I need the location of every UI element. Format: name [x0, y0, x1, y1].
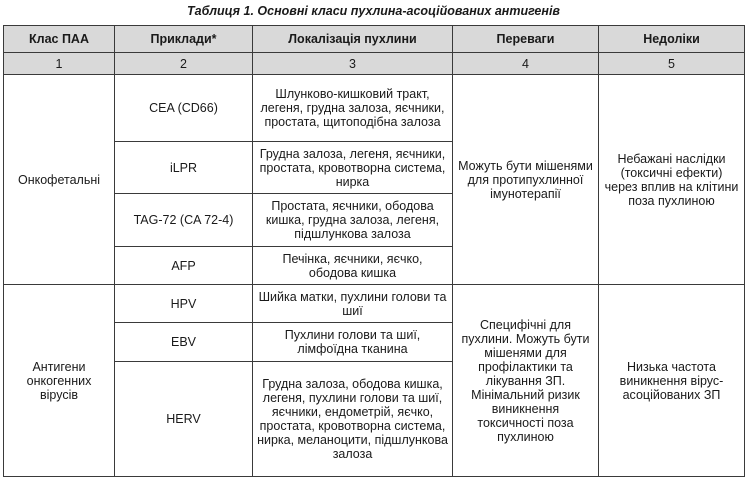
column-number: 4	[453, 53, 599, 75]
advantages-cell: Можуть бути мішенями для протипухлинної імунотерапії	[453, 75, 599, 285]
advantages-cell: Специфічні для пухлини. Можуть бути мішенями для профілактики та лікування ЗП. Мінімальний ризик виникнення токсичності поза пухлиною	[453, 285, 599, 477]
example-cell: CEA (CD66)	[115, 75, 253, 142]
header-class: Клас ПАА	[4, 26, 115, 53]
header-location: Локалізація пухлини	[253, 26, 453, 53]
header-examples: Приклади*	[115, 26, 253, 53]
location-cell: Печінка, яєчники, яєчко, ободова кишка	[253, 247, 453, 285]
example-cell: HPV	[115, 285, 253, 323]
location-cell: Пухлини голови та шиї, лімфоїдна тканина	[253, 323, 453, 362]
example-cell: TAG-72 (CA 72-4)	[115, 194, 253, 247]
column-number: 3	[253, 53, 453, 75]
column-number: 1	[4, 53, 115, 75]
example-cell: AFP	[115, 247, 253, 285]
header-row	[4, 26, 745, 53]
disadvantages-cell: Низька частота виникнення вірус-асоційованих ЗП	[599, 285, 745, 477]
disadvantages-cell: Небажані наслідки (токсичні ефекти) через вплив на клітини поза пухлиною	[599, 75, 745, 285]
location-cell: Грудна залоза, легеня, яєчники, простата, кровотворна система, нирка	[253, 142, 453, 194]
location-cell: Простата, яєчники, ободова кишка, грудна залоза, легеня, підшлункова залоза	[253, 194, 453, 247]
location-cell: Шлунково-кишковий тракт, легеня, грудна залоза, яєчники, простата, щитоподібна залоза	[253, 75, 453, 142]
table-caption: Таблиця 1. Основні класи пухлина-асоційованих антигенів	[187, 4, 560, 18]
example-cell: EBV	[115, 323, 253, 362]
location-cell: Грудна залоза, ободова кишка, легеня, пухлини голови та шиї, яєчники, ендометрій, яєчко, простата, кровотворна система, нирка, меланоцити, підшлункова залоза	[253, 362, 453, 477]
header-advantages: Переваги	[453, 26, 599, 53]
example-cell: iLPR	[115, 142, 253, 194]
table-row	[4, 75, 745, 142]
column-number: 5	[599, 53, 745, 75]
header-disadvantages: Недоліки	[599, 26, 745, 53]
table-row	[4, 285, 745, 323]
antigen-classes-table	[3, 25, 745, 477]
example-cell: HERV	[115, 362, 253, 477]
location-cell: Шийка матки, пухлини голови та шиї	[253, 285, 453, 323]
class-cell: Антигени онкогенних вірусів	[4, 285, 115, 477]
class-cell: Онкофетальні	[4, 75, 115, 285]
column-number-row	[4, 53, 745, 75]
column-number: 2	[115, 53, 253, 75]
